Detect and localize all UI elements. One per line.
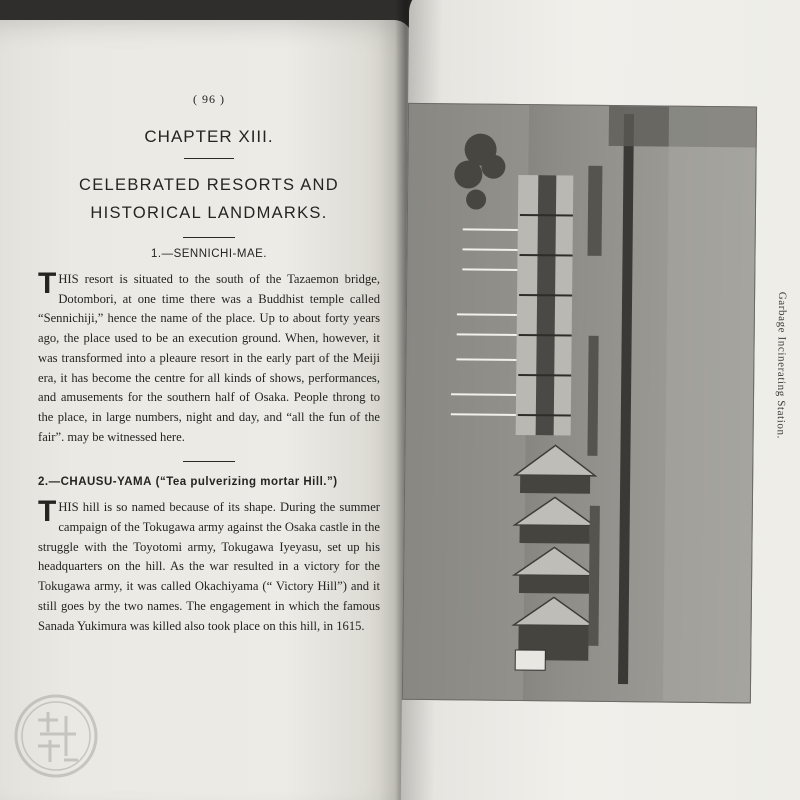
left-page-content	[38, 92, 380, 636]
divider	[184, 158, 234, 159]
divider	[183, 237, 235, 238]
left-page	[0, 20, 412, 800]
section-2-paragraph	[38, 495, 380, 636]
photo-plate	[402, 103, 757, 704]
section-1-heading: 1.—SENNICHI-MAE.	[151, 248, 267, 260]
chapter-title	[38, 171, 380, 227]
chapter-heading: CHAPTER XIII.	[144, 127, 274, 146]
section-2-heading	[38, 476, 380, 488]
right-page	[401, 0, 800, 800]
chapter-title-line-1: CELEBRATED RESORTS AND	[79, 176, 339, 194]
photo-caption: Garbage Incinerating Station.	[774, 291, 789, 440]
section-1-paragraph	[38, 267, 380, 447]
section-2-text: HIS hill is so named because of its shape. During the summer campaign of the Tokugawa army against the Osaka castle in the struggle with the Toyotomi army, Tokugawa Iyeyasu, set up his headquarters on the hill. As the war resulted in a victory for the Tokugawa army, it was called Okachiyama (“ Victory Hill”) and it still goes by the two names. The engagement in which the famous Sanada Yukimura was killed also took place on this hill, in 1615.	[38, 500, 380, 633]
section-2-heading-sub: (“Tea pulverizing mortar Hill.”)	[155, 476, 338, 489]
drop-cap: T	[38, 267, 57, 300]
seller-seal-stamp	[10, 690, 102, 782]
divider	[183, 461, 235, 462]
page-number: ( 96 )	[193, 92, 225, 106]
chapter-title-line-2: HISTORICAL LANDMARKS.	[90, 204, 328, 222]
section-1-text: HIS resort is situated to the south of the Tazaemon bridge, Dotombori, at one time there was a Buddhist temple called “Sennichiji,” hence the name of the place. Up to about forty years ago, the place used to be an execution ground. When, however, it was transformed into a pleaure resort in the early part of the Meiji era, it has become the centre for all kinds of shows, performances, and amusements for the southern half of Osaka. People throng to the place, in large numbers, night and day, and “all the fun of the fair”. may be witnessed here.	[38, 272, 380, 444]
drop-cap: T	[38, 495, 57, 529]
section-2-heading-main: 2.—CHAUSU-YAMA	[38, 476, 152, 489]
garbage-station-photo	[403, 104, 756, 703]
